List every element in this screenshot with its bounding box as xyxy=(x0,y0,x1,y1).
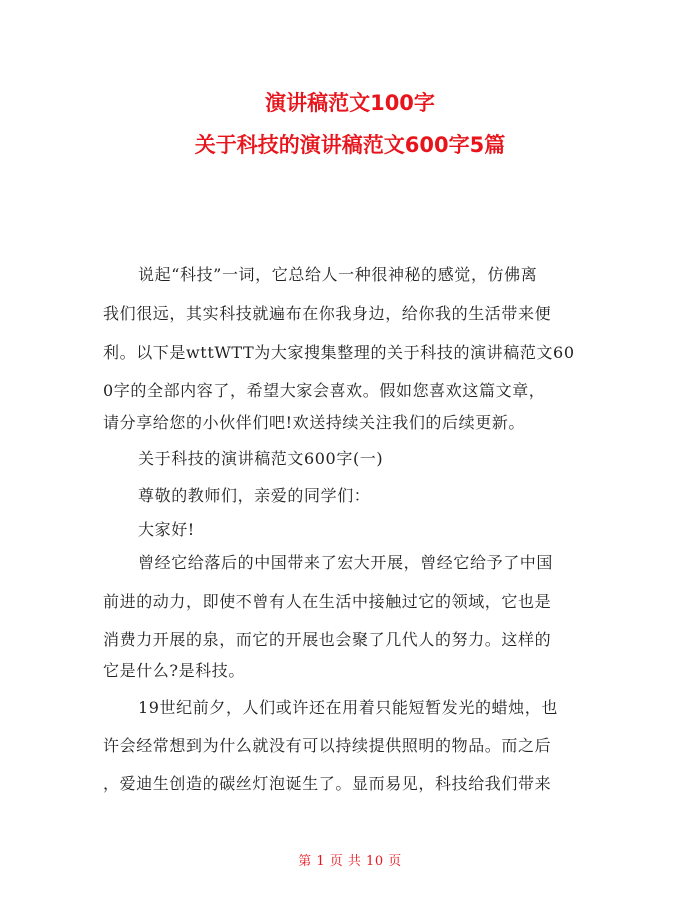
text-line: 19世纪前夕，人们或许还在用着只能短暂发光的蜡烛，也 xyxy=(138,698,558,717)
page-indicator: 第 1 页 共 10 页 xyxy=(298,854,402,869)
text-line: ，爱迪生创造的碳丝灯泡诞生了。显而易见，科技给我们带来 xyxy=(103,774,552,793)
greeting: 大家好! xyxy=(138,520,195,539)
text-line: 说起“科技”一词，它总给人一种很神秘的感觉，仿佛离 xyxy=(138,265,538,284)
salutation: 尊敬的教师们，亲爱的同学们： xyxy=(138,486,371,505)
text-line: 许会经常想到为什么就没有可以持续提供照明的物品。而之后 xyxy=(103,736,552,755)
text-line: 0字的全部内容了，希望大家会喜欢。假如您喜欢这篇文章， xyxy=(103,381,546,400)
text-line: 我们很远，其实科技就遍布在你我身边，给你我的生活带来便 xyxy=(103,304,552,323)
text-line: 曾经它给落后的中国带来了宏大开展，曾经它给予了中国 xyxy=(138,553,554,572)
text-line: 它是什么?是科技。 xyxy=(103,661,245,680)
document-subtitle: 关于科技的演讲稿范文600字5篇 xyxy=(194,133,506,157)
text-line: 消费力开展的泉，而它的开展也会聚了几代人的努力。这样的 xyxy=(103,630,552,649)
document-title: 演讲稿范文100字 xyxy=(265,91,435,115)
text-line: 利。以下是wttWTT为大家搜集整理的关于科技的演讲稿范文60 xyxy=(103,343,575,362)
text-line: 请分享给您的小伙伴们吧!欢送持续关注我们的后续更新。 xyxy=(103,413,526,432)
section-heading: 关于科技的演讲稿范文600字(一) xyxy=(138,449,384,468)
text-line: 前进的动力，即使不曾有人在生活中接触过它的领域，它也是 xyxy=(103,592,552,611)
